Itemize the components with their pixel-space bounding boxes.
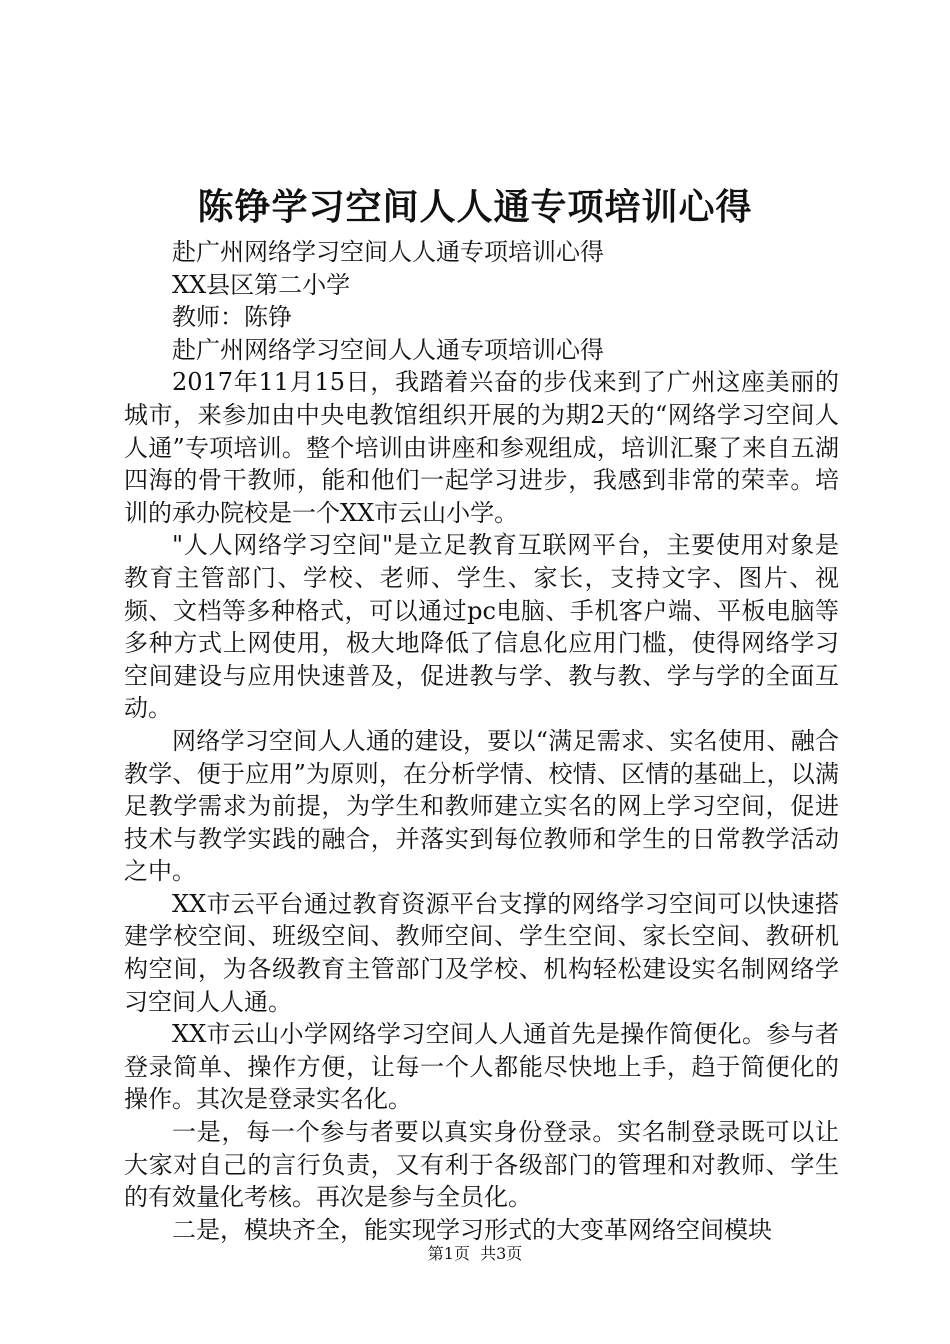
paragraph: 二是，模块齐全，能实现学习形式的大变革网络空间模块	[172, 1215, 772, 1244]
page-footer	[0, 1243, 950, 1265]
paragraph: "人人网络学习空间"是立足教育互联网平台，主要使用对象是教育主管部门、学校、老师、学生、家长，支持文字、图片、视频、文档等多种格式，可以通过pc电脑、手机客户端、平板电脑等多种方式上网使用，极大地降低了信息化应用门槛，使得网络学习空间建设与应用快速普及，促进教与学、教与教、学与学的全面互动。	[124, 531, 839, 723]
page-number: 第1页 共3页	[427, 1244, 523, 1263]
paragraph: 2017年11月15日，我踏着兴奋的步伐来到了广州这座美丽的城市，来参加由中央电教馆组织开展的为期2天的“网络学习空间人人通”专项培训。整个培训由讲座和参观组成，培训汇聚了来自五湖四海的骨干教师，能和他们一起学习进步，我感到非常的荣幸。培训的承办院校是一个XX市云山小学。	[124, 368, 839, 527]
document-body	[124, 236, 839, 1246]
paragraph: 一是，每一个参与者要以真实身份登录。实名制登录既可以让大家对自己的言行负责，又有利于各级部门的管理和对教师、学生的有效量化考核。再次是参与全员化。	[124, 1118, 839, 1212]
paragraph-school: XX县区第二小学	[172, 270, 351, 299]
paragraph: XX市云平台通过教育资源平台支撑的网络学习空间可以快速搭建学校空间、班级空间、教师空间、学生空间、家长空间、教研机构空间，为各级教育主管部门及学校、机构轻松建设实名制网络学习空间人人通。	[124, 889, 839, 1016]
paragraph-subtitle: 赴广州网络学习空间人人通专项培训心得	[172, 238, 604, 266]
paragraph: 网络学习空间人人通的建设，要以“满足需求、实名使用、融合教学、便于应用”为原则，在分析学情、校情、区情的基础上，以满足教学需求为前提，为学生和教师建立实名的网上学习空间，促进技术与教学实践的融合，并落实到每位教师和学生的日常教学活动之中。	[124, 726, 839, 886]
paragraph-teacher: 教师：陈铮	[172, 303, 292, 332]
paragraph: XX市云山小学网络学习空间人人通首先是操作简便化。参与者登录简单、操作方便，让每一个人都能尽快地上手，趋于简便化的操作。其次是登录实名化。	[124, 1020, 839, 1114]
document-title: 陈铮学习空间人人通专项培训心得	[197, 186, 753, 228]
paragraph-heading: 赴广州网络学习空间人人通专项培训心得	[172, 335, 604, 364]
